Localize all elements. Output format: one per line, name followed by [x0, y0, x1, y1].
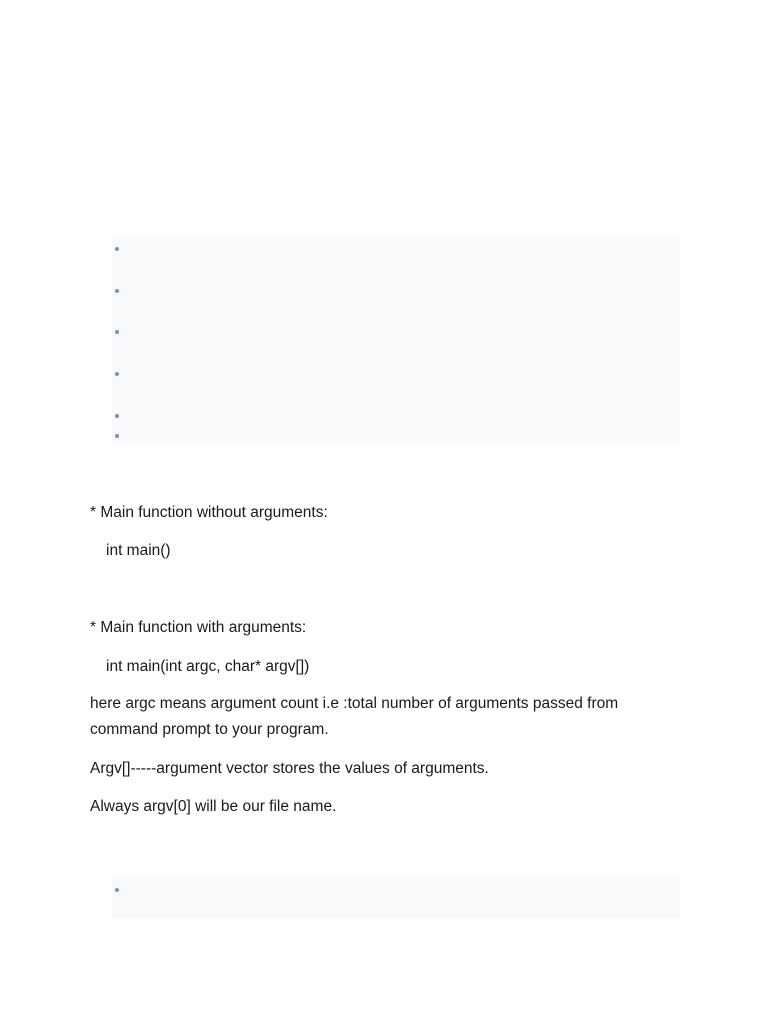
list-bullet: [115, 434, 119, 438]
section-heading-with-arguments: * Main function with arguments:: [90, 619, 307, 636]
section-heading-without-arguments: * Main function without arguments:: [90, 504, 328, 521]
list-bullet: [115, 289, 119, 293]
list-bullet: [115, 330, 119, 334]
code-block: [112, 877, 680, 919]
paragraph-text: Argv[]-----argument vector stores the values of arguments.: [90, 760, 489, 777]
list-bullet: [115, 888, 119, 892]
code-line-main-no-args: int main(): [106, 542, 171, 559]
list-bullet: [115, 247, 119, 251]
code-line-main-with-args: int main(int argc, char* argv[]): [106, 658, 310, 675]
paragraph-text: command prompt to your program.: [90, 721, 329, 738]
paragraph-text: here argc means argument count i.e :total number of arguments passed from: [90, 695, 619, 712]
paragraph-text: Always argv[0] will be our file name.: [90, 798, 337, 815]
list-bullet: [115, 372, 119, 376]
code-block: [112, 237, 680, 445]
list-bullet: [115, 414, 119, 418]
